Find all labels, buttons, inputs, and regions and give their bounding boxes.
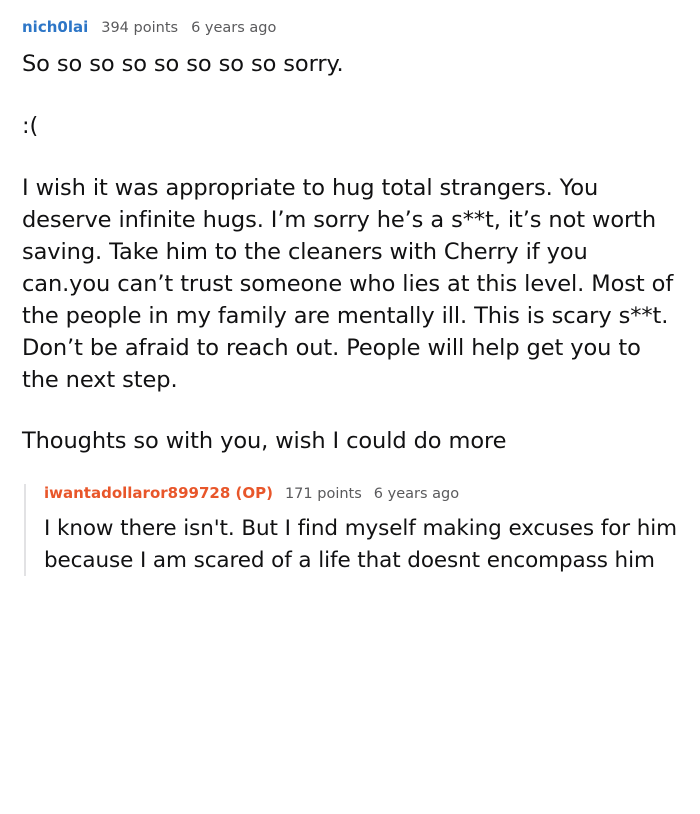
reply-body <box>44 513 678 575</box>
comment-body <box>22 49 678 458</box>
comment-author-link[interactable]: nich0lai <box>22 18 89 36</box>
comment-top-level <box>22 18 678 576</box>
comment-header <box>22 18 678 36</box>
comment-reply <box>24 484 678 575</box>
comment-paragraph: I wish it was appropriate to hug total strangers. You deserve infinite hugs. I’m sorry he’s a s**t, it’s not worth saving. Take him to the cleaners with Cherry if you can.you can’t trust someone who lies at this level. Most of the people in my family are mentally ill. This is scary s**t. Don’t be afraid to reach out. People will help get you to the next step. <box>22 174 674 393</box>
comment-score: 394 points <box>101 20 179 36</box>
reply-header <box>44 484 678 502</box>
reply-paragraph: I know there isn't. But I find myself making excuses for him because I am scared of a life that doesnt encompass him <box>44 516 677 573</box>
reply-timestamp: 6 years ago <box>373 486 460 503</box>
comment-paragraph: Thoughts so with you, wish I could do more <box>22 428 507 455</box>
comment-paragraph: So so so so so so so so sorry. <box>22 51 344 77</box>
comment-paragraph: :( <box>22 112 39 139</box>
reply-author-link[interactable]: iwantadollaror899728 (OP) <box>44 484 273 503</box>
comment-timestamp: 6 years ago <box>191 20 277 36</box>
reply-score: 171 points <box>284 486 362 503</box>
